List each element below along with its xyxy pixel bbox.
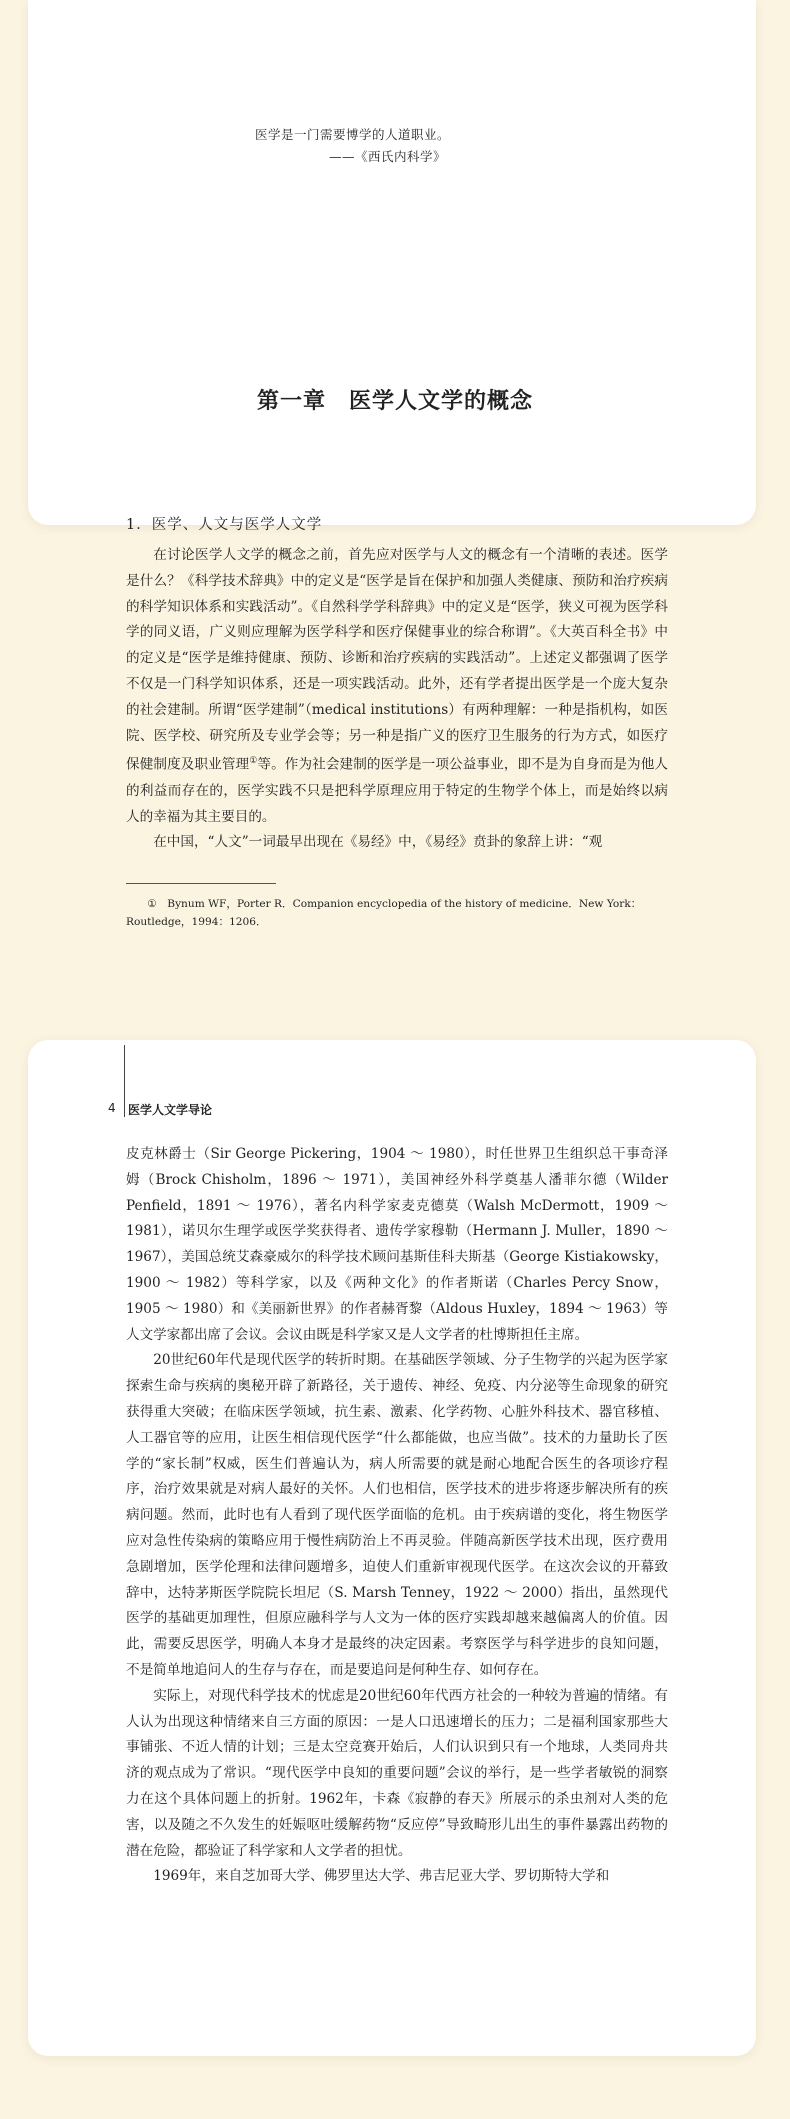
paragraph: 1969年，来自芝加哥大学、佛罗里达大学、弗吉尼亚大学、罗切斯特大学和 <box>153 1868 610 1885</box>
paragraph-text: 等。作为社会建制的医学是一项公益事业，即不是为自身而是为他人的利益而存在的，医学实践不只是把科学原理应用于特定的生物学个体上，而是始终以病人的幸福为其主要目的。 <box>126 756 669 825</box>
footnote-marker: ① <box>249 756 258 767</box>
paragraph <box>126 543 668 830</box>
paragraph: 20世纪60年代是现代医学的转折时期。在基础医学领域、分子生物学的兴起为医学家探索生命与疾病的奥秘开辟了新路径，关于遗传、神经、免疫、内分泌等生命现象的研究获得重大突破；在临床医学领域，抗生素、激素、化学药物、心脏外科技术、器官移植、人工器官等的应用，让医生相信现代医学“什么都能做，也应当做”。技术的力量助长了医学的“家长制”权威，医生们普遍认为，病人所需要的就是耐心地配合医生的各项诊疗程序，治疗效果就是对病人最好的关怀。人们也相信，医学技术的进步将逐步解决所有的疾病问题。然而，此时也有人看到了现代医学面临的危机。由于疾病谱的变化，将生物医学应对急性传染病的策略应用于慢性病防治上不再灵验。伴随高新医学技术出现，医疗费用急剧增加，医学伦理和法律问题增多，迫使人们重新审视现代医学。在这次会议的开幕致辞中，达特茅斯医学院院长坦尼（S. Marsh Tenney，1922 ～ 2000）指出，虽然现代医学的基础更加理性，但原应融科学与人文为一体的医疗实践却越来越偏离人的价值。因此，需要反思医学，明确人本身才是最终的决定因素。考察医学与科学进步的良知问题，不是简单地追问人的生存与存在，而是要追问是何种生存、如何存在。 <box>126 1352 668 1678</box>
epigraph-source: ——《西氏内科学》 <box>329 149 447 164</box>
epigraph-quote: 医学是一门需要博学的人道职业。 <box>255 127 451 142</box>
page-number: 4 <box>108 1101 116 1115</box>
header-rule <box>124 1045 125 1117</box>
paragraph: 皮克林爵士（Sir George Pickering，1904 ～ 1980），时任世界卫生组织总干事奇泽姆（Brock Chisholm，1896 ～ 1971），美国神经外科学奠基人潘菲尔德（Wilder Penfield，1891 ～ 1976），著名内科学家麦克德莫（Walsh McDermott，1909 ～ 1981），诺贝尔生理学或医学奖获得者、遗传学家穆勒（Hermann J. Muller，1890 ～ 1967），美国总统艾森豪威尔的科学技术顾问基斯佳科夫斯基（George Kistiakowsky，1900 ～ 1982）等科学家，以及《两种文化》的作者斯诺（Charles Percy Snow，1905 ～ 1980）和《美丽新世界》的作者赫胥黎（Aldous Huxley，1894 ～ 1963）等人文学家都出席了会议。会议由既是科学家又是人文学者的杜博斯担任主席。 <box>126 1146 668 1343</box>
chapter-title: 第一章 医学人文学的概念 <box>256 388 533 414</box>
footnote <box>126 895 668 931</box>
footnote-text: ① Bynum WF，Porter R．Companion encyclopedia of the history of medicine．New York：Routledge，1994：1206． <box>126 898 642 928</box>
paragraph: 在中国，“人文”一词最早出现在《易经》中，《易经》贲卦的象辞上讲：“观 <box>153 834 603 851</box>
paragraph: 实际上，对现代科学技术的忧虑是20世纪60年代西方社会的一种较为普遍的情绪。有人认为出现这种情绪来自三方面的原因：一是人口迅速增长的压力；二是福利国家那些大事铺张、不近人情的计划；三是太空竞赛开始后，人们认识到只有一个地球，人类同舟共济的观点成为了常识。“现代医学中良知的重要问题”会议的举行，是一些学者敏锐的洞察力在这个具体问题上的折射。1962年，卡森《寂静的春天》所展示的杀虫剂对人类的危害，以及随之不久发生的妊娠呕吐缓解药物“反应停”导致畸形儿出生的事件暴露出药物的潜在危险，都验证了科学家和人文学者的担忧。 <box>126 1687 668 1859</box>
document-page-1 <box>28 0 756 525</box>
paragraph-text: 在讨论医学人文学的概念之前，首先应对医学与人文的概念有一个清晰的表述。医学是什么？《科学技术辞典》中的定义是“医学是旨在保护和加强人类健康、预防和治疗疾病的科学知识体系和实践活动”。《自然科学学科辞典》中的定义是“医学，狭义可视为医学科学的同义语，广义则应理解为医学科学和医疗保健事业的综合称谓”。《大英百科全书》中的定义是“医学是维持健康、预防、诊断和治疗疾病的实践活动”。上述定义都强调了医学不仅是一门科学知识体系，还是一项实践活动。此外，还有学者提出医学是一个庞大复杂的社会建制。所谓“医学建制”（medical institutions）有两种理解：一种是指机构，如医院、医学校、研究所及专业学会等；另一种是指广义的医疗卫生服务的行为方式，如医疗保健制度及职业管理 <box>126 547 668 773</box>
footnote-rule <box>126 883 276 884</box>
page1-body <box>126 543 668 856</box>
section-title: 1．医学、人文与医学人文学 <box>126 517 323 533</box>
running-header-title: 医学人文学导论 <box>128 1103 213 1117</box>
epigraph <box>255 124 450 168</box>
page2-body <box>126 1142 668 1890</box>
